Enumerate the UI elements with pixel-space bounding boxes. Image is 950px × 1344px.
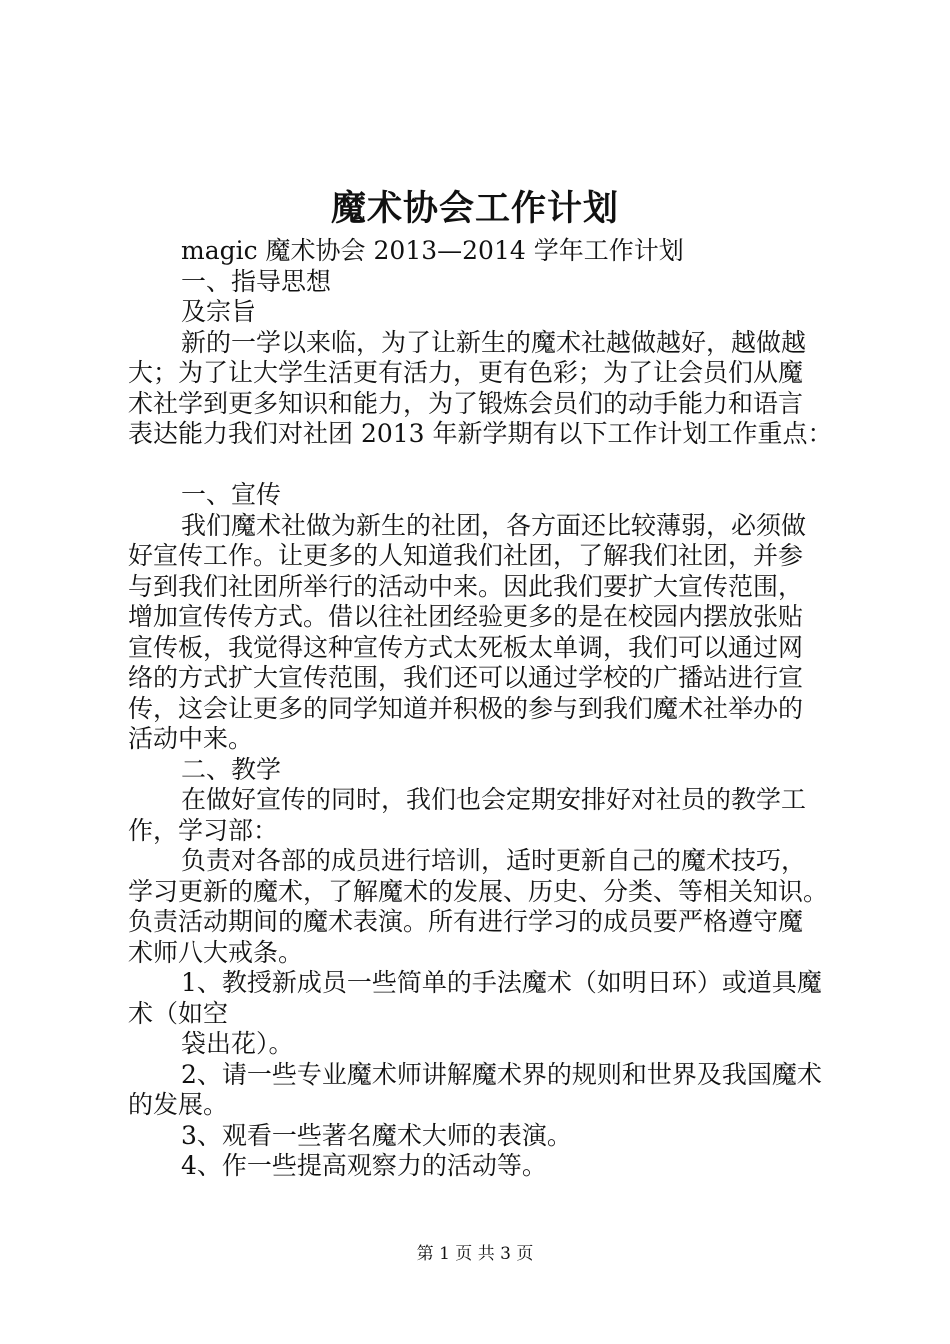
text-line: 袋出花）。 (181, 1029, 294, 1058)
document-title: 魔术协会工作计划 (330, 188, 619, 229)
text-line: 一、宣传 (181, 480, 282, 509)
text-line: 活动中来。 (128, 724, 254, 753)
text-line: 在做好宣传的同时，我们也会定期安排好对社员的教学工 (181, 785, 807, 814)
text-line: 我们魔术社做为新生的社团，各方面还比较薄弱，必须做 (181, 510, 807, 540)
text-line: 宣传板，我觉得这种宣传方式太死板太单调，我们可以通过网 (128, 632, 804, 662)
text-line: 负责对各部的成员进行培训，适时更新自己的魔术技巧， (181, 846, 807, 875)
text-line: 一、指导思想 (181, 266, 332, 296)
page-footer: 第 1 页 共 3 页 (416, 1244, 534, 1264)
text-line: 新的一学以来临，为了让新生的魔术社越做越好，越做越 (181, 327, 807, 357)
text-line: 与到我们社团所举行的活动中来。因此我们要扩大宣传范围， (128, 571, 804, 601)
text-line: 作，学习部： (128, 815, 279, 845)
text-line: 及宗旨 (181, 297, 257, 326)
text-line: 3、观看一些著名魔术大师的表演。 (181, 1120, 572, 1150)
text-line: 二、教学 (181, 754, 282, 784)
text-line: 1、教授新成员一些简单的手法魔术（如明日环）或道具魔 (181, 968, 822, 997)
text-line: 的发展。 (128, 1090, 229, 1119)
text-line: 术师八大戒条。 (128, 937, 304, 967)
document-body (128, 236, 840, 1182)
text-line: 表达能力我们对社团 2013 年新学期有以下工作计划工作重点： (128, 419, 833, 448)
text-line: 负责活动期间的魔术表演。所有进行学习的成员要严格遵守魔 (128, 907, 804, 936)
text-line: 好宣传工作。让更多的人知道我们社团，了解我们社团，并参 (128, 541, 804, 570)
text-line: 大；为了让大学生活更有活力，更有色彩；为了让会员们从魔 (128, 358, 804, 387)
blank-line (128, 450, 840, 481)
text-line: 术（如空 (128, 998, 229, 1028)
text-line: 2、请一些专业魔术师讲解魔术界的规则和世界及我国魔术 (181, 1059, 822, 1089)
text-line: 学习更新的魔术，了解魔术的发展、历史、分类、等相关知识。 (128, 876, 829, 906)
text-line: 增加宣传传方式。借以往社团经验更多的是在校园内摆放张贴 (128, 602, 804, 631)
text-line: 络的方式扩大宣传范围，我们还可以通过学校的广播站进行宣 (128, 663, 804, 692)
text-line: magic 魔术协会 2013—2014 学年工作计划 (181, 236, 684, 265)
text-line: 术社学到更多知识和能力，为了锻炼会员们的动手能力和语言 (128, 388, 804, 418)
text-line: 传，这会让更多的同学知道并积极的参与到我们魔术社举办的 (128, 693, 804, 723)
text-line: 4、作一些提高观察力的活动等。 (181, 1151, 547, 1180)
